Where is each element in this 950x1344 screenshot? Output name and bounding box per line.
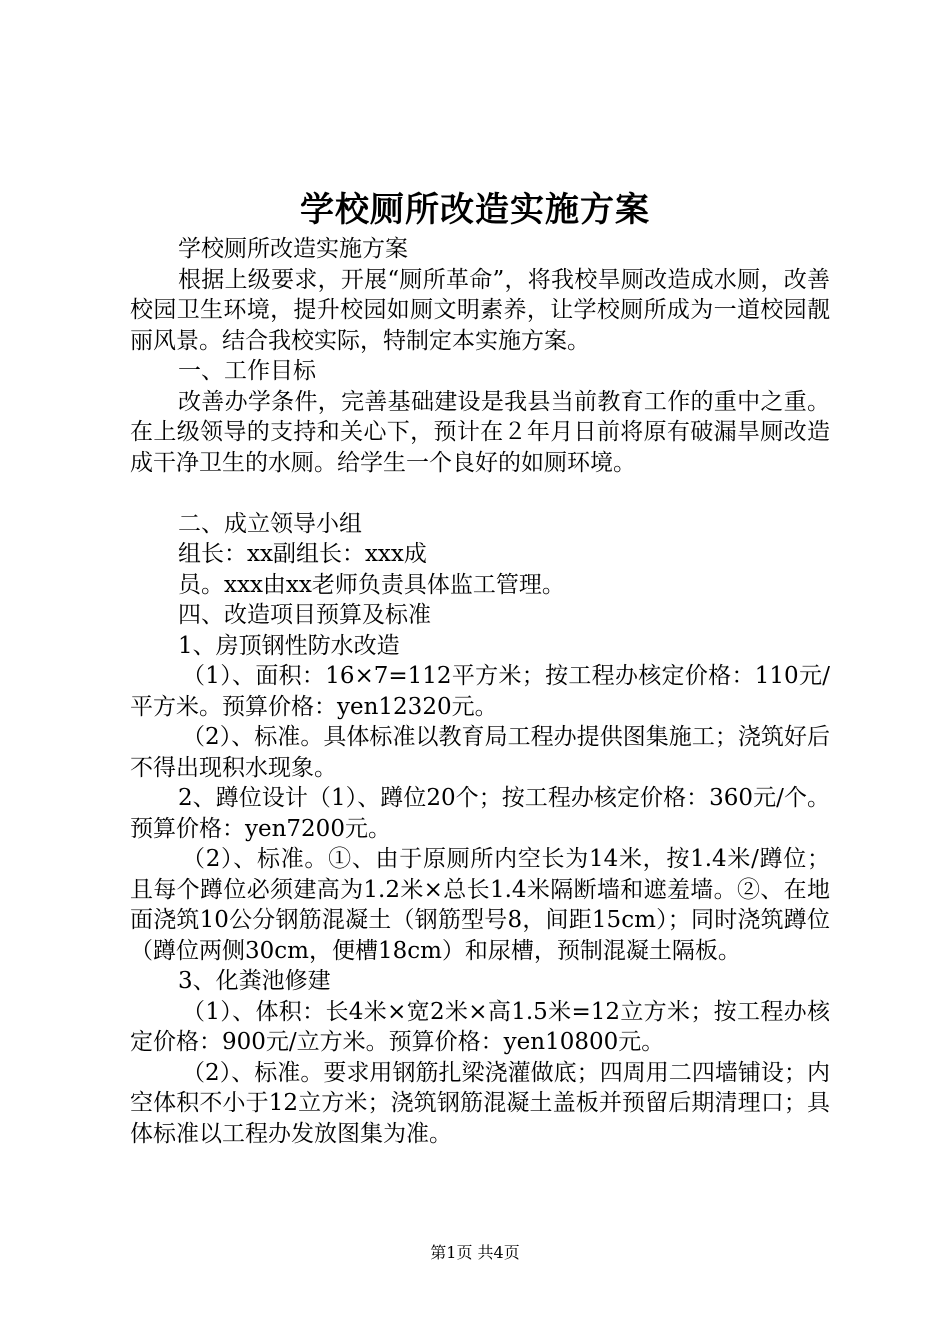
paragraph-squat-standard: （2）、标准。①、由于原厕所内空长为14米，按1.4米/蹲位；且每个蹲位必须建高为1.2米×总长1.4米隔断墙和遮羞墙。②、在地面浇筑10公分钢筋混凝土（钢筋型号8，间距15cm）；同时浇筑蹲位（蹲位两侧30cm，便槽18cm）和尿槽，预制混凝土隔板。 [130,846,830,964]
paragraph-intro: 根据上级要求，开展“厕所革命”，将我校旱厕改造成水厕，改善校园卫生环境，提升校园如厕文明素养，让学校厕所成为一道校园靓丽风景。结合我校实际，特制定本实施方案。 [130,266,830,354]
heading-roof-waterproofing: 1、房顶钢性防水改造 [178,632,400,659]
blank-line [130,478,830,509]
paragraph-group-members: 员。xxx由xx老师负责具体监工管理。 [178,571,565,598]
heading-work-goal: 一、工作目标 [178,358,316,384]
heading-septic-tank: 3、化粪池修建 [178,968,331,994]
paragraph-squat-design: 2、蹲位设计（1）、蹲位20个；按工程办核定价格：360元/个。预算价格：yen7200元。 [130,785,830,842]
paragraph-group-leader: 组长：xx副组长：xxx成 [178,541,427,567]
paragraph-septic-standard: （2）、标准。要求用钢筋扎梁浇灌做底；四周用二四墙铺设；内空体积不小于12立方米；浇筑钢筋混凝土盖板并预留后期清理口；具体标准以工程办发放图集为准。 [130,1059,830,1147]
heading-leadership-group: 二、成立领导小组 [178,510,362,537]
paragraph-subtitle: 学校厕所改造实施方案 [178,236,408,262]
heading-budget-standards: 四、改造项目预算及标准 [178,602,431,628]
document-body [130,234,830,1149]
document-title: 学校厕所改造实施方案 [300,190,650,230]
paragraph-roof-standard: （2）、标准。具体标准以教育局工程办提供图集施工；浇筑好后不得出现积水现象。 [130,724,830,781]
paragraph-work-goal: 改善办学条件，完善基础建设是我县当前教育工作的重中之重。在上级领导的支持和关心下，预计在２年月日前将原有破漏旱厕改造成干净卫生的水厕。给学生一个良好的如厕环境。 [130,388,830,476]
paragraph-roof-area: （1）、面积：16×7=112平方米；按工程办核定价格：110元/平方米。预算价格：yen12320元。 [130,663,830,720]
page-footer: 第1页 共4页 [430,1243,520,1262]
paragraph-septic-volume: （1）、体积：长4米×宽2米×高1.5米=12立方米；按工程办核定价格：900元/立方米。预算价格：yen10800元。 [130,998,830,1055]
